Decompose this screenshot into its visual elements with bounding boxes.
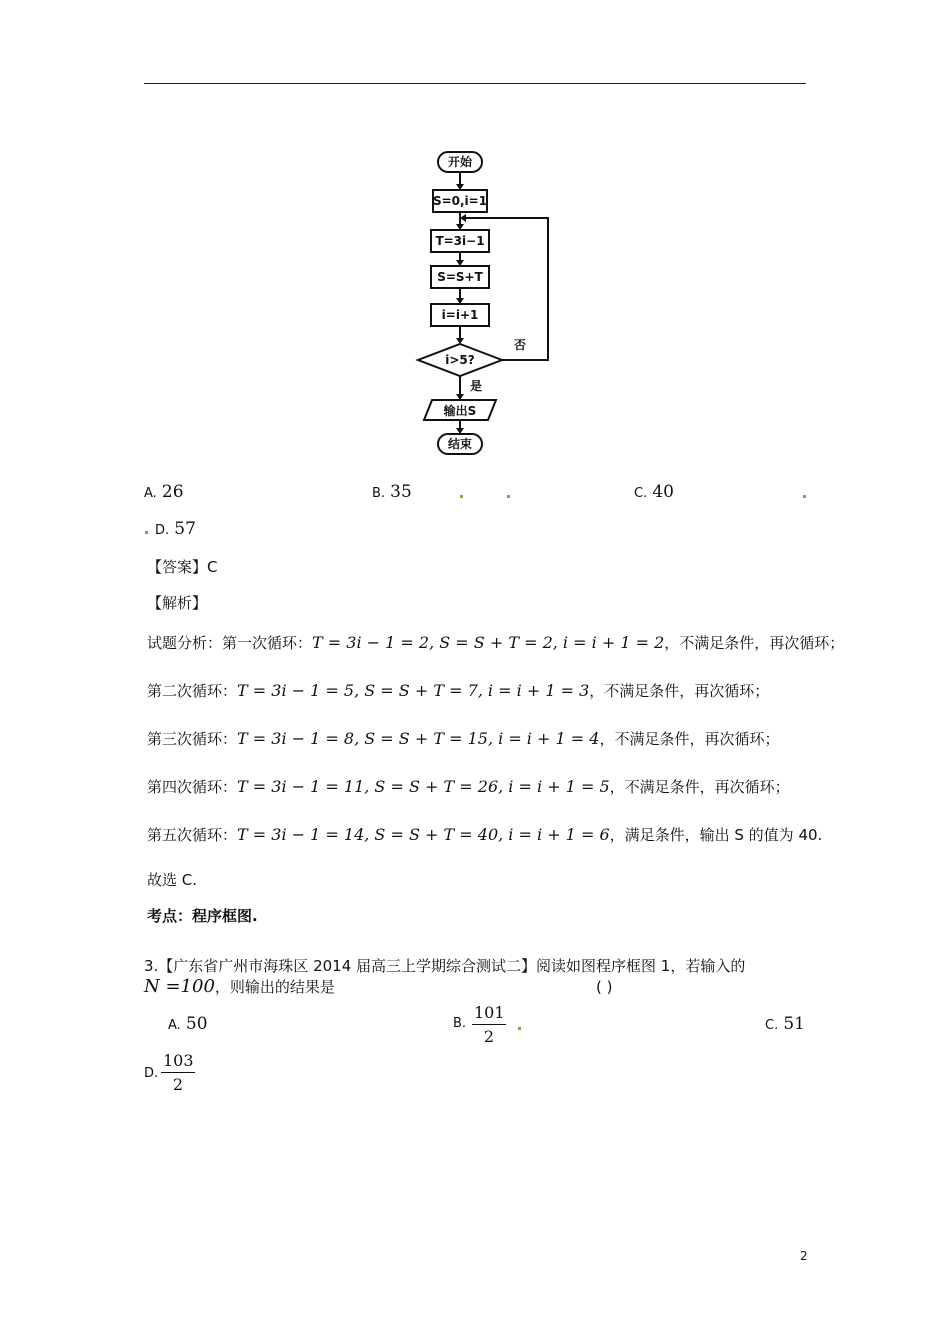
page-number: 2	[800, 1249, 808, 1263]
q3-option-b-fraction	[472, 1003, 506, 1046]
line-suffix: ，不满足条件，再次循环；	[589, 682, 770, 700]
analysis-line-2	[147, 680, 769, 701]
line-math: T = 3i − 1 = 2, S = S + T = 2, i = i + 1 = 2	[312, 633, 665, 652]
option-c	[634, 482, 674, 502]
line-suffix: ，不满足条件，再次循环；	[664, 634, 845, 652]
flow-output-label: 输出S	[443, 404, 477, 418]
fraction-denominator: 2	[483, 1027, 495, 1046]
line-prefix: 试题分析：第一次循环：	[147, 634, 313, 652]
q3-option-d-letter: D.	[144, 1066, 159, 1081]
flow-no-label: 否	[513, 338, 527, 352]
line-math: T = 3i − 1 = 8, S = S + T = 15, i = i + 1 = 4	[237, 729, 600, 748]
option-d-letter: D.	[155, 523, 170, 538]
fraction-bar	[472, 1024, 506, 1025]
decor-dot	[518, 1027, 521, 1030]
line-math: T = 3i − 1 = 11, S = S + T = 26, i = i + 1 = 5	[237, 777, 610, 796]
analysis-line-3	[147, 728, 779, 749]
fraction-numerator: 103	[163, 1051, 194, 1070]
kaodian: 考点：程序框图.	[147, 907, 258, 925]
flowchart	[400, 140, 580, 470]
line-suffix: ，满足条件，输出 S 的值为 40.	[609, 826, 823, 844]
q3-option-b-letter: B.	[453, 1016, 467, 1031]
flow-step1-label: T=3i−1	[435, 234, 485, 248]
option-b-value: 35	[390, 482, 412, 502]
line-prefix: 第三次循环：	[147, 730, 238, 748]
q3-paren: ( )	[596, 978, 613, 996]
option-d	[155, 519, 196, 539]
flow-init-label: S=0,i=1	[432, 194, 488, 208]
flow-start-label: 开始	[447, 155, 473, 169]
q3-option-c-value: 51	[783, 1014, 805, 1034]
analysis-label: 【解析】	[147, 594, 208, 612]
q3-line-1: 3.【广东省广州市海珠区 2014 届高三上学期综合测试二】阅读如图程序框图 1，若输入的	[144, 957, 746, 975]
conclusion: 故选 C.	[147, 871, 198, 889]
q3-option-a-letter: A.	[168, 1018, 181, 1033]
fraction-denominator: 2	[172, 1075, 184, 1094]
line-prefix: 第二次循环：	[147, 682, 238, 700]
answer-label: 【答案】C	[147, 558, 218, 576]
flow-end-label: 结束	[447, 437, 473, 451]
header-rule	[144, 83, 806, 84]
decor-dot	[803, 495, 806, 498]
flow-step3-label: i=i+1	[441, 308, 479, 322]
flow-yes-label: 是	[469, 379, 483, 393]
analysis-line-5	[147, 824, 822, 845]
q3-option-a-value: 50	[185, 1014, 208, 1034]
option-a-letter: A.	[144, 486, 157, 501]
q3-option-d-fraction	[161, 1051, 195, 1094]
q3-line2-text: ，则输出的结果是	[214, 978, 335, 996]
line-suffix: ，不满足条件，再次循环；	[609, 778, 790, 796]
line-prefix: 第四次循环：	[147, 778, 238, 796]
q3-option-c	[765, 1014, 805, 1034]
decor-dot	[145, 531, 148, 534]
line-suffix: ，不满足条件，再次循环；	[599, 730, 780, 748]
decor-dot	[460, 495, 463, 498]
line-math: T = 3i − 1 = 14, S = S + T = 40, i = i + 1 = 6	[237, 825, 610, 844]
q3-option-a	[168, 1014, 208, 1034]
flow-step2-label: S=S+T	[437, 270, 483, 284]
q3-n-expr: N =100	[144, 976, 215, 997]
analysis-line-1	[147, 632, 844, 653]
option-a	[144, 482, 184, 502]
decor-dot	[507, 495, 510, 498]
flow-condition-label: i>5?	[445, 353, 475, 367]
q3-option-c-letter: C.	[765, 1018, 779, 1033]
line-prefix: 第五次循环：	[147, 826, 238, 844]
line-math: T = 3i − 1 = 5, S = S + T = 7, i = i + 1 = 3	[237, 681, 590, 700]
option-b-letter: B.	[372, 486, 386, 501]
option-b	[372, 482, 412, 502]
analysis-line-4	[147, 776, 790, 797]
option-d-value: 57	[174, 519, 196, 539]
fraction-bar	[161, 1072, 195, 1073]
q3-line-2	[144, 976, 335, 997]
option-c-letter: C.	[634, 486, 648, 501]
option-c-value: 40	[652, 482, 674, 502]
option-a-value: 26	[161, 482, 184, 502]
fraction-numerator: 101	[474, 1003, 505, 1022]
